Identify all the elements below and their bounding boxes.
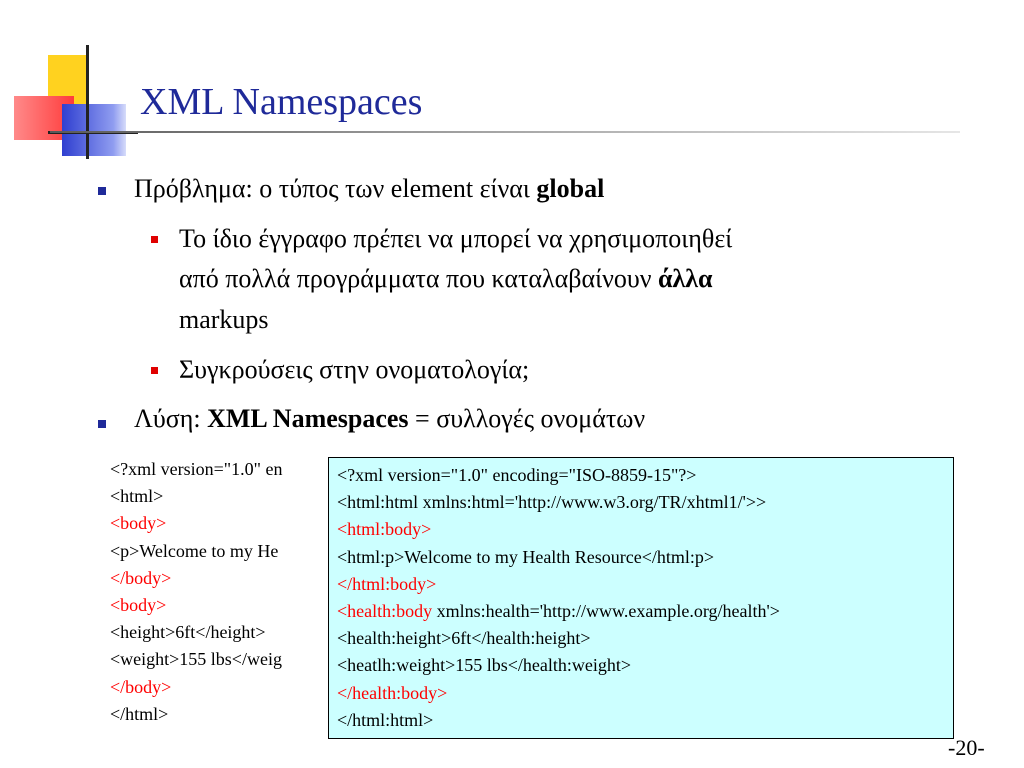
bullet-solution-text: Λύση: [134,404,208,433]
code-line: </html:html> [337,709,434,730]
code-line: </body> [110,567,172,588]
bullet-marker [98,187,106,195]
bullet-problem-text: Πρόβλημα: ο τύπος των element είναι [134,174,537,203]
code-line: <html:p>Welcome to my Health Resource</html:p> [337,546,715,567]
code-line: <p>Welcome to my He [110,540,279,561]
sub-bullet-documents-line3 [179,305,269,335]
sub-bullet-line2-text: από πολλά προγράμματα που καταλαβαίνουν [179,264,658,293]
code-line: <html> [110,486,164,507]
code-line: <html:html xmlns:html='http://www.w3.org/TR/xhtml1/'>> [337,492,767,513]
bullet-marker [98,420,106,428]
code-line: </html> [110,703,169,724]
plain-xml-example [110,456,282,728]
bullet-solution [134,404,645,434]
sub-bullet-line3: markups [179,305,269,334]
corner-vertical-line [86,45,89,159]
sub-bullet-marker [151,236,158,243]
sub-bullet-line2-bold: άλλα [658,264,713,293]
bullet-solution-tail: = συλλογές ονομάτων [408,404,646,433]
sub-bullet-line1: Το ίδιο έγγραφο πρέπει να μπορεί να χρησιμοποιηθεί [179,224,733,253]
sub-bullet-marker [151,367,158,374]
sub-bullet-conflicts-text: Συγκρούσεις στην ονοματολογία; [179,355,530,384]
code-token: xmlns:health='http://www.example.org/health'> [432,600,780,621]
code-line: <?xml version="1.0" encoding="ISO-8859-15"?> [337,465,697,485]
title-rule [50,131,960,133]
code-line: </health:body> [337,682,448,703]
sub-bullet-documents [179,224,732,254]
bullet-problem-bold: global [536,174,605,203]
code-line: <html:body> [337,519,432,540]
sub-bullet-conflicts [179,355,529,385]
namespaced-xml-box [328,457,954,739]
corner-blue-square [62,104,126,156]
code-line: <weight>155 lbs</weig [110,649,282,670]
slide-title: XML Namespaces [140,81,423,123]
code-line: <heatlh:weight>155 lbs</health:weight> [337,655,632,676]
code-line: <?xml version="1.0" en [110,459,283,479]
code-line: <body> [110,594,167,615]
bullet-problem [134,174,604,204]
code-line: <body> [110,513,167,534]
code-token-red: <health:body [337,600,433,621]
code-line: <health:height>6ft</health:height> [337,628,591,649]
sub-bullet-documents-line2 [179,264,713,294]
code-line: </body> [110,676,172,697]
code-line [337,598,780,625]
code-line: <height>6ft</height> [110,622,266,643]
namespaced-xml-example [337,462,780,734]
page-number: -20- [948,735,985,760]
code-line: </html:body> [337,573,437,594]
bullet-solution-bold: XML Namespaces [207,404,409,433]
